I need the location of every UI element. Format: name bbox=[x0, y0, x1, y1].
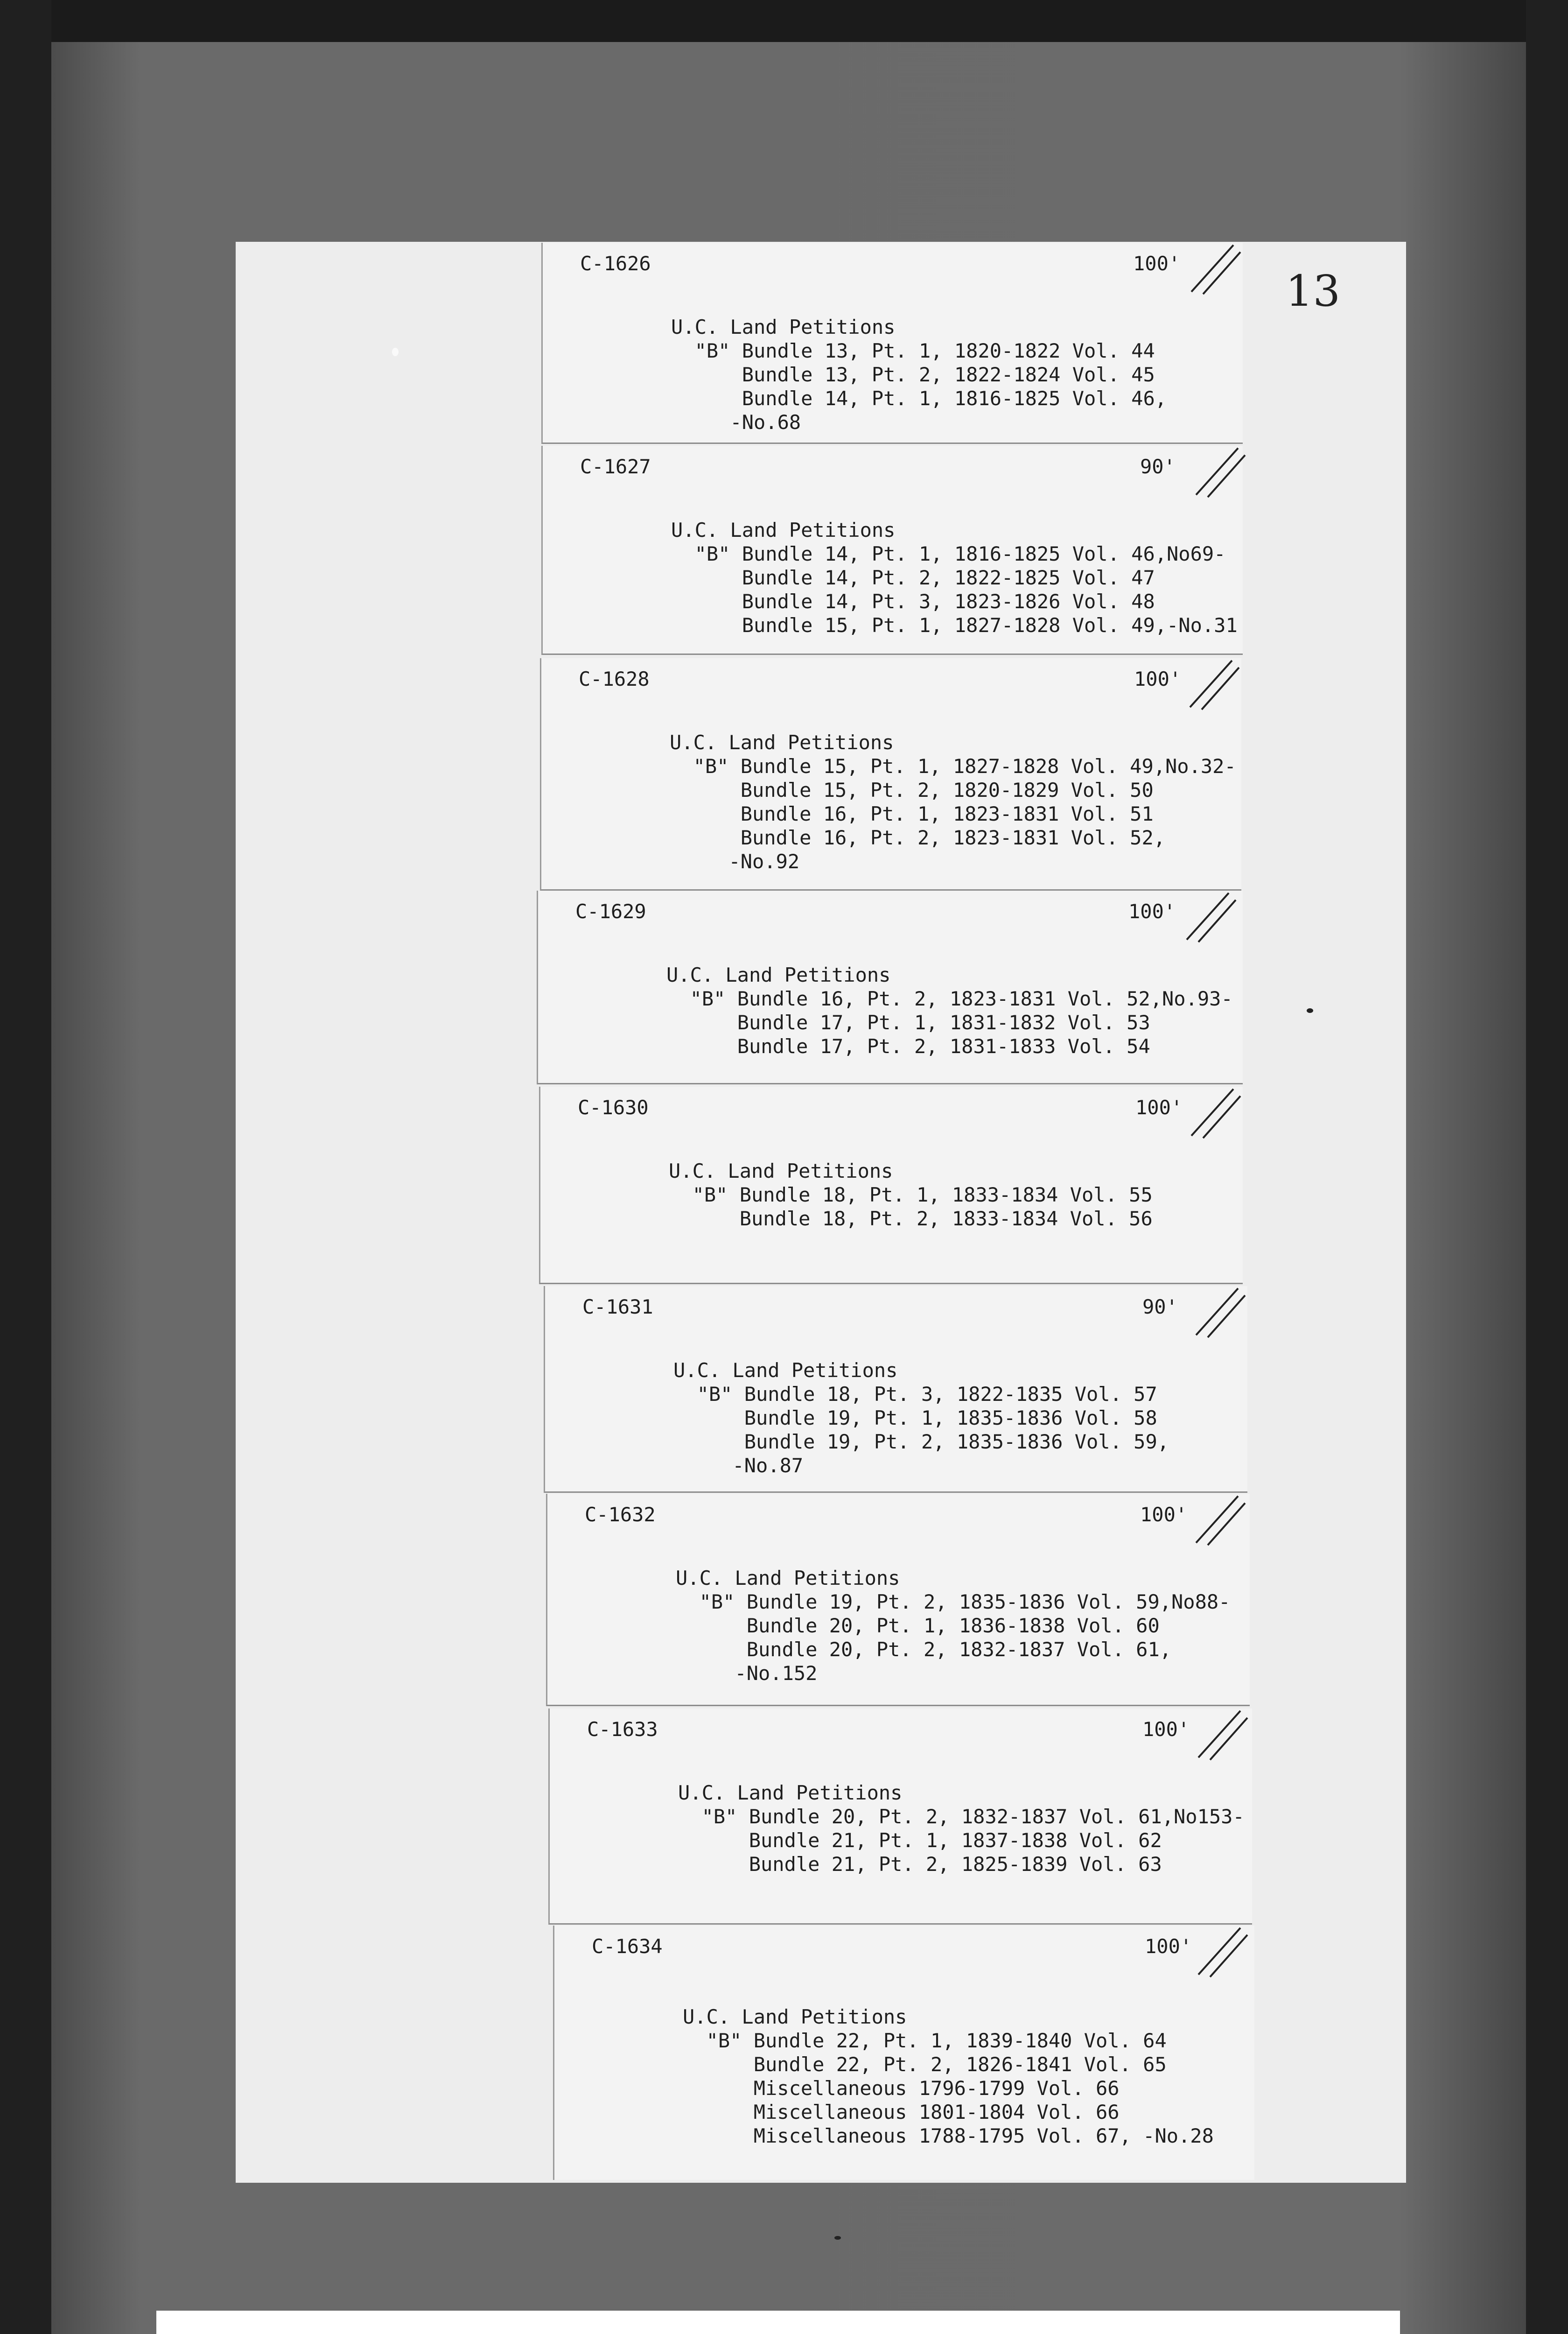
entry-line: "B" Bundle 22, Pt. 1, 1839-1840 Vol. 64 bbox=[683, 2029, 1167, 2052]
check-mark-icon bbox=[1187, 1080, 1243, 1145]
entry-line: U.C. Land Petitions bbox=[683, 2005, 907, 2028]
page-number: 13 bbox=[1286, 266, 1341, 316]
reel-card bbox=[544, 1286, 1247, 1493]
film-speck bbox=[1307, 1008, 1313, 1013]
check-mark-icon bbox=[1191, 439, 1247, 504]
check-mark-icon bbox=[1187, 236, 1243, 301]
check-mark-icon bbox=[1194, 1701, 1250, 1767]
entry-line: Bundle 14, Pt. 3, 1823-1826 Vol. 48 bbox=[671, 590, 1155, 613]
reel-card bbox=[553, 1926, 1254, 2180]
entry-line: Bundle 20, Pt. 1, 1836-1838 Vol. 60 bbox=[676, 1614, 1160, 1637]
reel-length: 100' bbox=[1134, 668, 1182, 690]
entry-line: Bundle 18, Pt. 2, 1833-1834 Vol. 56 bbox=[669, 1207, 1153, 1230]
entry-text bbox=[671, 518, 1238, 637]
reel-card bbox=[537, 891, 1243, 1084]
reel-card bbox=[540, 658, 1241, 891]
entry-line: Bundle 15, Pt. 1, 1827-1828 Vol. 49,-No.31 bbox=[671, 614, 1238, 637]
reel-card bbox=[548, 1708, 1252, 1925]
entry-text bbox=[673, 1358, 1169, 1477]
entry-line: "B" Bundle 14, Pt. 1, 1816-1825 Vol. 46,No69- bbox=[671, 542, 1226, 565]
entry-line: Miscellaneous 1801-1804 Vol. 66 bbox=[683, 2101, 1120, 2123]
entry-text bbox=[676, 1566, 1230, 1685]
film-frame-right bbox=[1526, 0, 1568, 2334]
reel-number: C-1626 bbox=[580, 252, 651, 275]
reel-length: 100' bbox=[1142, 1718, 1190, 1741]
entry-line: U.C. Land Petitions bbox=[669, 1160, 893, 1182]
entry-line: Bundle 13, Pt. 2, 1822-1824 Vol. 45 bbox=[671, 363, 1155, 386]
entry-line: Bundle 16, Pt. 1, 1823-1831 Vol. 51 bbox=[670, 802, 1154, 825]
check-mark-icon bbox=[1185, 651, 1241, 717]
entry-line: U.C. Land Petitions bbox=[676, 1567, 900, 1589]
entry-line: Bundle 16, Pt. 2, 1823-1831 Vol. 52, bbox=[670, 826, 1166, 849]
entry-line: "B" Bundle 20, Pt. 2, 1832-1837 Vol. 61,No153- bbox=[678, 1805, 1245, 1828]
reel-card bbox=[541, 446, 1243, 655]
reel-length: 100' bbox=[1145, 1935, 1192, 1958]
film-speck bbox=[834, 2236, 841, 2240]
reel-number: C-1627 bbox=[580, 455, 651, 478]
entry-text bbox=[666, 963, 1233, 1058]
entry-line: U.C. Land Petitions bbox=[670, 731, 894, 754]
reel-length: 90' bbox=[1142, 1295, 1178, 1318]
entry-line: Bundle 17, Pt. 2, 1831-1833 Vol. 54 bbox=[666, 1035, 1150, 1058]
entry-line: -No.87 bbox=[673, 1454, 804, 1477]
entry-line: Bundle 14, Pt. 1, 1816-1825 Vol. 46, bbox=[671, 387, 1167, 410]
entry-line: Bundle 22, Pt. 2, 1826-1841 Vol. 65 bbox=[683, 2053, 1167, 2076]
entry-line: U.C. Land Petitions bbox=[666, 963, 891, 986]
entry-line: Bundle 21, Pt. 1, 1837-1838 Vol. 62 bbox=[678, 1829, 1162, 1852]
entry-line: -No.92 bbox=[670, 850, 800, 873]
entry-line: Bundle 15, Pt. 2, 1820-1829 Vol. 50 bbox=[670, 779, 1154, 801]
entry-line: "B" Bundle 13, Pt. 1, 1820-1822 Vol. 44 bbox=[671, 339, 1155, 362]
archive-label bbox=[156, 2311, 1400, 2334]
reel-card bbox=[541, 243, 1243, 444]
entry-line: Miscellaneous 1788-1795 Vol. 67, -No.28 bbox=[683, 2124, 1214, 2147]
entry-line: U.C. Land Petitions bbox=[671, 316, 896, 338]
entry-line: U.C. Land Petitions bbox=[671, 519, 896, 541]
entry-line: Bundle 20, Pt. 2, 1832-1837 Vol. 61, bbox=[676, 1638, 1172, 1661]
check-mark-icon bbox=[1182, 884, 1238, 949]
entry-line: "B" Bundle 19, Pt. 2, 1835-1836 Vol. 59,No88- bbox=[676, 1590, 1231, 1613]
entry-line: "B" Bundle 18, Pt. 3, 1822-1835 Vol. 57 bbox=[673, 1383, 1157, 1406]
entry-line: "B" Bundle 15, Pt. 1, 1827-1828 Vol. 49,No.32- bbox=[670, 755, 1236, 778]
entry-line: "B" Bundle 16, Pt. 2, 1823-1831 Vol. 52,No.93- bbox=[666, 987, 1233, 1010]
reel-number: C-1632 bbox=[585, 1503, 656, 1526]
check-mark-icon bbox=[1191, 1279, 1247, 1344]
entry-text bbox=[683, 2005, 1214, 2148]
reel-card bbox=[539, 1087, 1243, 1284]
reel-number: C-1629 bbox=[575, 900, 646, 923]
film-frame-top bbox=[0, 0, 1568, 42]
entry-line: Bundle 19, Pt. 1, 1835-1836 Vol. 58 bbox=[673, 1406, 1157, 1429]
entry-line: U.C. Land Petitions bbox=[678, 1781, 903, 1804]
entry-line: Bundle 21, Pt. 2, 1825-1839 Vol. 63 bbox=[678, 1853, 1162, 1876]
reel-number: C-1630 bbox=[578, 1096, 649, 1119]
check-mark-icon bbox=[1191, 1487, 1247, 1552]
entry-line: Bundle 17, Pt. 1, 1831-1832 Vol. 53 bbox=[666, 1011, 1150, 1034]
film-speck bbox=[392, 348, 399, 356]
reel-length: 90' bbox=[1140, 455, 1176, 478]
reel-number: C-1631 bbox=[582, 1295, 653, 1318]
entry-text bbox=[678, 1781, 1245, 1876]
film-frame-left bbox=[0, 0, 51, 2334]
entry-line: U.C. Land Petitions bbox=[673, 1359, 898, 1382]
entry-text bbox=[670, 731, 1236, 873]
entry-line: -No.68 bbox=[671, 411, 801, 434]
entry-line: "B" Bundle 18, Pt. 1, 1833-1834 Vol. 55 bbox=[669, 1183, 1153, 1206]
entry-text bbox=[671, 315, 1167, 434]
reel-number: C-1634 bbox=[592, 1935, 663, 1958]
entry-text bbox=[669, 1159, 1153, 1230]
entry-line: Miscellaneous 1796-1799 Vol. 66 bbox=[683, 2077, 1120, 2100]
reel-card bbox=[546, 1494, 1250, 1706]
entry-line: Bundle 14, Pt. 2, 1822-1825 Vol. 47 bbox=[671, 566, 1155, 589]
reel-length: 100' bbox=[1133, 252, 1181, 275]
check-mark-icon bbox=[1194, 1919, 1250, 1984]
entry-line: -No.152 bbox=[676, 1662, 818, 1685]
reel-length: 100' bbox=[1128, 900, 1176, 923]
entry-line: Bundle 19, Pt. 2, 1835-1836 Vol. 59, bbox=[673, 1430, 1169, 1453]
reel-number: C-1633 bbox=[587, 1718, 658, 1741]
reel-length: 100' bbox=[1135, 1096, 1183, 1119]
reel-length: 100' bbox=[1140, 1503, 1188, 1526]
reel-number: C-1628 bbox=[579, 668, 650, 690]
